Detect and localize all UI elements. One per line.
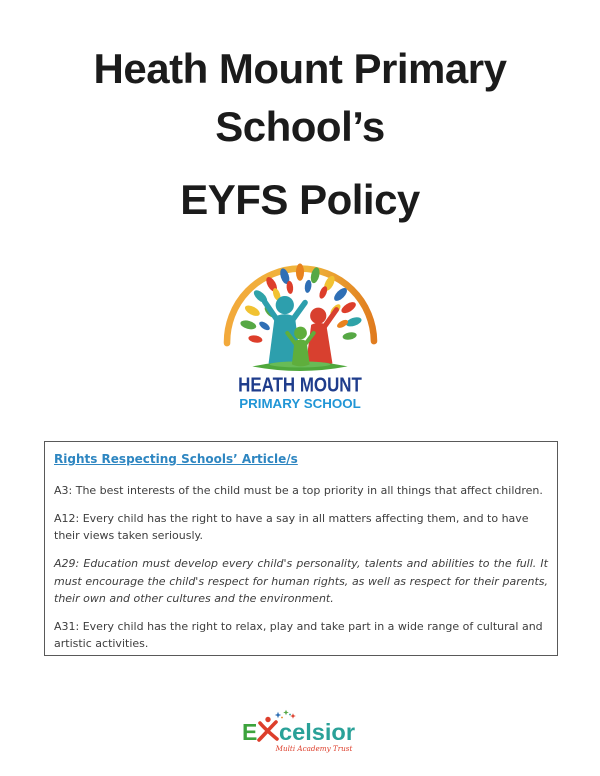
title-line-2: School’s: [215, 103, 385, 150]
rights-box: [44, 441, 558, 656]
title-line-1: Heath Mount Primary: [93, 45, 507, 92]
rights-heading-text: Rights Respecting Schools’ Article/s: [54, 452, 298, 466]
trust-logo-tagline: Multi Academy Trust: [275, 744, 353, 753]
trust-logo-graphic: [240, 709, 360, 755]
school-logo-subname: PRIMARY SCHOOL: [239, 395, 361, 411]
trust-logo-letter-e: E: [242, 719, 258, 745]
article-a29: A29: Education must develop every child's personality, talents and abilities to the full. It must encourage the child's respect for human rights, as well as respect for their parents, their own and other cultures and the environment.: [54, 556, 548, 606]
school-logo-name: HEATH MOUNT: [238, 374, 363, 397]
trust-logo-star-person-icon: [259, 717, 277, 740]
rights-box-heading: [54, 450, 548, 469]
school-logo-graphic: [212, 259, 388, 411]
trust-logo-stars-icon: [275, 710, 296, 719]
article-a31: A31: Every child has the right to relax, play and take part in a wide range of cultural and artistic activities.: [54, 619, 543, 651]
school-logo: [212, 259, 388, 411]
trust-logo: [240, 709, 360, 755]
article-a12: A12: Every child has the right to have a say in all matters affecting them, and to have their views taken seriously.: [54, 511, 529, 543]
trust-logo-name-rest: celsior: [279, 719, 356, 745]
page-title: [0, 40, 600, 156]
policy-subtitle: EYFS Policy: [180, 176, 420, 223]
article-a3: A3: The best interests of the child must be a top priority in all things that affect children.: [54, 484, 543, 498]
